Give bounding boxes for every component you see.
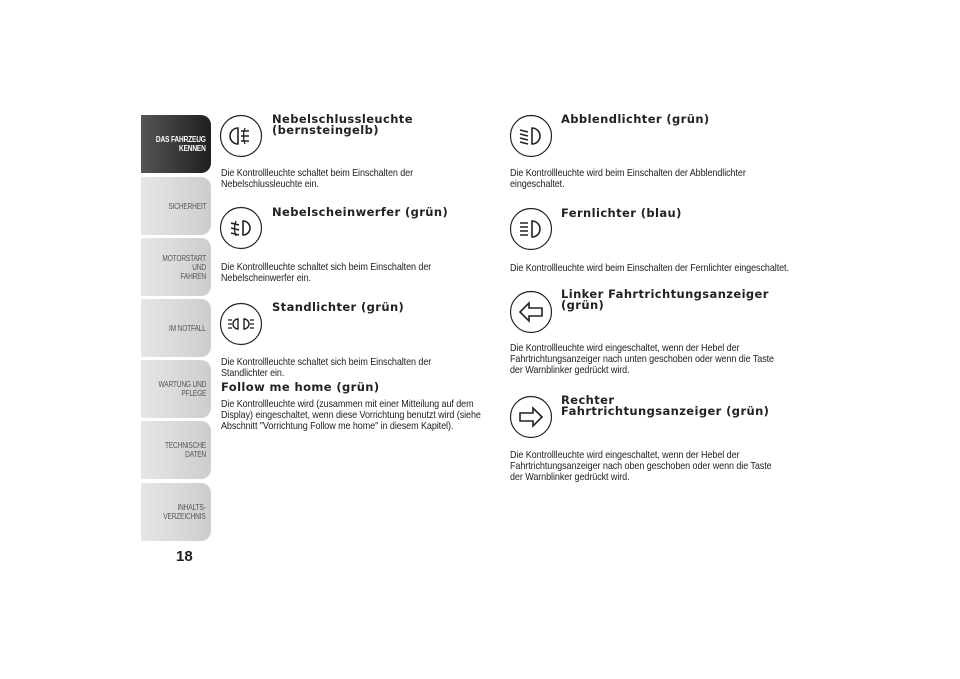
page-number: 18 [176,548,193,565]
follow-me-home-body: Die Kontrollleuchte wird (zusammen mit einer Mitteilung auf dem Display) eingeschaltet, wenn diese Vorrichtung benutzt wird (siehe Abschnitt "Vorrichtung Follow me home" in diesem Kapitel). [221,398,481,432]
tab-motorstart-und-fahren[interactable] [141,238,211,296]
tab-wartung-und-pflege[interactable] [141,360,211,418]
tab-label: DAS FAHRZEUG KENNEN [156,135,206,153]
tab-label: TECHNISCHE DATEN [164,441,206,459]
rear-fog-body: Die Kontrollleuchte schaltet beim Einschalten der Nebelschlussleuchte ein. [221,167,414,190]
front-fog-body: Die Kontrollleuchte schaltet sich beim Einschalten der Nebelscheinwerfer ein. [221,261,432,284]
tab-label: SICHERHEIT [167,201,206,211]
side-lights-icon [219,302,263,346]
follow-me-home-title: Follow me home (grün) [221,380,380,394]
tab-inhaltsverzeichnis[interactable] [141,483,211,541]
tab-label: WARTUNG UND PFLEGE [158,380,206,398]
tab-sicherheit[interactable] [141,177,211,235]
right-arrow-icon [509,395,553,439]
high-beam-icon [509,207,553,251]
tab-das-fahrzeug-kennen[interactable] [141,115,211,173]
tab-im-notfall[interactable] [141,299,211,357]
right-indicator-body: Die Kontrollleuchte wird eingeschaltet, wenn der Hebel der Fahrtrichtungsanzeiger nach oben geschoben oder wenn die Taste der Warnblinker gedrückt wird. [510,449,772,483]
front-fog-title: Nebelscheinwerfer (grün) [272,205,449,219]
left-indicator-title: Linker Fahrtrichtungsanzeiger (grün) [561,287,769,312]
rear-fog-title: Nebelschlussleuchte (bernsteingelb) [272,112,413,137]
tab-label: MOTORSTART UND FAHREN [162,253,206,281]
side-lights-title: Standlichter (grün) [272,300,405,314]
side-lights-body: Die Kontrollleuchte schaltet sich beim Einschalten der Standlichter ein. [221,356,432,379]
left-arrow-icon [509,290,553,334]
tab-label: IM NOTFALL [169,323,206,333]
low-beam-icon [509,114,553,158]
left-indicator-body: Die Kontrollleuchte wird eingeschaltet, wenn der Hebel der Fahrtrichtungsanzeiger nach unten geschoben oder wenn die Taste der Warnblinker gedrückt wird. [510,342,774,376]
tab-technische-daten[interactable] [141,421,211,479]
high-beam-body: Die Kontrollleuchte wird beim Einschalten der Fernlichter eingeschaltet. [510,262,789,274]
high-beam-title: Fernlichter (blau) [561,206,682,220]
tab-label: INHALTS- VERZEICHNIS [163,503,206,521]
rear-fog-light-icon [219,114,263,158]
front-fog-light-icon [219,206,263,250]
low-beam-title: Abblendlichter (grün) [561,112,710,126]
low-beam-body: Die Kontrollleuchte wird beim Einschalten der Abblendlichter eingeschaltet. [510,167,746,190]
right-indicator-title: Rechter Fahrtrichtungsanzeiger (grün) [561,393,770,418]
